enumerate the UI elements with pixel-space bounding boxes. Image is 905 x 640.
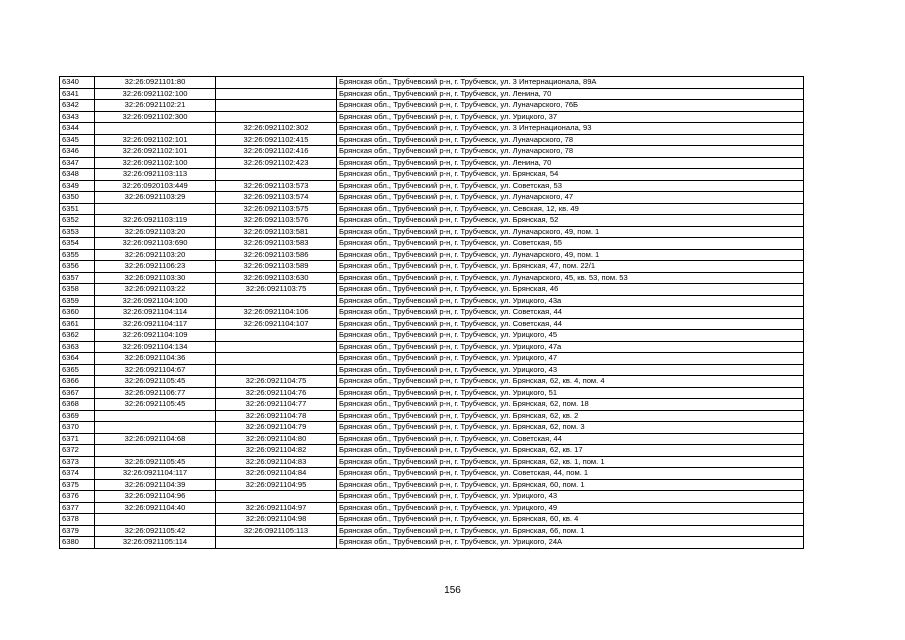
table-row xyxy=(60,537,804,549)
table-row xyxy=(60,134,804,146)
row-number-cell: 6344 xyxy=(60,123,95,135)
related-cadastral-number-cell: 32:26:0921103:576 xyxy=(216,215,337,227)
address-cell: Брянская обл., Трубчевский р-н, г. Трубчевск, ул. Брянская, 52 xyxy=(337,215,804,227)
table-row xyxy=(60,341,804,353)
related-cadastral-number-cell xyxy=(216,169,337,181)
related-cadastral-number-cell xyxy=(216,77,337,89)
cadastral-number-cell: 32:26:0921104:109 xyxy=(95,330,216,342)
table-row xyxy=(60,525,804,537)
related-cadastral-number-cell: 32:26:0921102:302 xyxy=(216,123,337,135)
row-number-cell: 6372 xyxy=(60,445,95,457)
table-row xyxy=(60,238,804,250)
table-row xyxy=(60,123,804,135)
table-row xyxy=(60,399,804,411)
address-cell: Брянская обл., Трубчевский р-н, г. Трубчевск, ул. Урицкого, 47 xyxy=(337,353,804,365)
table-row xyxy=(60,88,804,100)
cadastral-number-cell: 32:26:0921102:300 xyxy=(95,111,216,123)
address-cell: Брянская обл., Трубчевский р-н, г. Трубчевск, ул. Брянская, 47, пом. 22/1 xyxy=(337,261,804,273)
row-number-cell: 6360 xyxy=(60,307,95,319)
address-cell: Брянская обл., Трубчевский р-н, г. Трубчевск, ул. Луначарского, 78 xyxy=(337,146,804,158)
row-number-cell: 6373 xyxy=(60,456,95,468)
cadastral-number-cell: 32:26:0921103:30 xyxy=(95,272,216,284)
table-row xyxy=(60,491,804,503)
registry-table xyxy=(59,76,804,549)
row-number-cell: 6352 xyxy=(60,215,95,227)
address-cell: Брянская обл., Трубчевский р-н, г. Трубчевск, ул. Брянская, 62, пом. 3 xyxy=(337,422,804,434)
cadastral-number-cell xyxy=(95,445,216,457)
table-row xyxy=(60,387,804,399)
address-cell: Брянская обл., Трубчевский р-н, г. Трубчевск, ул. Луначарского, 49, пом. 1 xyxy=(337,249,804,261)
cadastral-number-cell: 32:26:0921104:39 xyxy=(95,479,216,491)
table-row xyxy=(60,203,804,215)
row-number-cell: 6363 xyxy=(60,341,95,353)
related-cadastral-number-cell: 32:26:0921103:581 xyxy=(216,226,337,238)
related-cadastral-number-cell xyxy=(216,364,337,376)
related-cadastral-number-cell: 32:26:0921103:574 xyxy=(216,192,337,204)
cadastral-number-cell: 32:26:0921102:100 xyxy=(95,88,216,100)
row-number-cell: 6345 xyxy=(60,134,95,146)
cadastral-number-cell: 32:26:0921103:20 xyxy=(95,249,216,261)
row-number-cell: 6350 xyxy=(60,192,95,204)
address-cell: Брянская обл., Трубчевский р-н, г. Трубчевск, ул. Брянская, 60, кв. 4 xyxy=(337,514,804,526)
row-number-cell: 6361 xyxy=(60,318,95,330)
related-cadastral-number-cell xyxy=(216,295,337,307)
cadastral-number-cell: 32:26:0921105:42 xyxy=(95,525,216,537)
row-number-cell: 6370 xyxy=(60,422,95,434)
address-cell: Брянская обл., Трубчевский р-н, г. Трубчевск, ул. Урицкого, 24А xyxy=(337,537,804,549)
cadastral-number-cell xyxy=(95,410,216,422)
address-cell: Брянская обл., Трубчевский р-н, г. Трубчевск, ул. Брянская, 66, пом. 1 xyxy=(337,525,804,537)
address-cell: Брянская обл., Трубчевский р-н, г. Трубчевск, ул. Урицкого, 51 xyxy=(337,387,804,399)
table-row xyxy=(60,456,804,468)
table-row xyxy=(60,157,804,169)
cadastral-number-cell: 32:26:0921102:101 xyxy=(95,146,216,158)
cadastral-number-cell xyxy=(95,203,216,215)
table-row xyxy=(60,100,804,112)
related-cadastral-number-cell xyxy=(216,341,337,353)
address-cell: Брянская обл., Трубчевский р-н, г. Трубчевск, ул. Брянская, 62, кв. 2 xyxy=(337,410,804,422)
table-row xyxy=(60,468,804,480)
row-number-cell: 6340 xyxy=(60,77,95,89)
address-cell: Брянская обл., Трубчевский р-н, г. Трубчевск, ул. Урицкого, 43 xyxy=(337,364,804,376)
related-cadastral-number-cell xyxy=(216,537,337,549)
row-number-cell: 6374 xyxy=(60,468,95,480)
row-number-cell: 6380 xyxy=(60,537,95,549)
related-cadastral-number-cell: 32:26:0921104:78 xyxy=(216,410,337,422)
cadastral-number-cell: 32:26:0921104:117 xyxy=(95,468,216,480)
table-row xyxy=(60,249,804,261)
related-cadastral-number-cell: 32:26:0921104:80 xyxy=(216,433,337,445)
cadastral-number-cell: 32:26:0921103:22 xyxy=(95,284,216,296)
address-cell: Брянская обл., Трубчевский р-н, г. Трубчевск, ул. Луначарского, 49, пом. 1 xyxy=(337,226,804,238)
row-number-cell: 6368 xyxy=(60,399,95,411)
table-row xyxy=(60,284,804,296)
table-row xyxy=(60,479,804,491)
cadastral-number-cell: 32:26:0921103:119 xyxy=(95,215,216,227)
row-number-cell: 6378 xyxy=(60,514,95,526)
address-cell: Брянская обл., Трубчевский р-н, г. Трубчевск, ул. Советская, 44 xyxy=(337,307,804,319)
table-row xyxy=(60,410,804,422)
row-number-cell: 6376 xyxy=(60,491,95,503)
table-row xyxy=(60,318,804,330)
registry-table-body xyxy=(60,77,804,549)
address-cell: Брянская обл., Трубчевский р-н, г. Трубчевск, ул. 3 Интернационала, 89А xyxy=(337,77,804,89)
row-number-cell: 6377 xyxy=(60,502,95,514)
table-row xyxy=(60,111,804,123)
related-cadastral-number-cell: 32:26:0921103:583 xyxy=(216,238,337,250)
row-number-cell: 6366 xyxy=(60,376,95,388)
table-row xyxy=(60,502,804,514)
cadastral-number-cell: 32:26:0921106:77 xyxy=(95,387,216,399)
row-number-cell: 6353 xyxy=(60,226,95,238)
related-cadastral-number-cell: 32:26:0921104:77 xyxy=(216,399,337,411)
table-row xyxy=(60,433,804,445)
related-cadastral-number-cell: 32:26:0921104:84 xyxy=(216,468,337,480)
related-cadastral-number-cell: 32:26:0921104:98 xyxy=(216,514,337,526)
row-number-cell: 6355 xyxy=(60,249,95,261)
related-cadastral-number-cell: 32:26:0921103:573 xyxy=(216,180,337,192)
cadastral-number-cell: 32:26:0921102:100 xyxy=(95,157,216,169)
address-cell: Брянская обл., Трубчевский р-н, г. Трубчевск, ул. Урицкого, 43 xyxy=(337,491,804,503)
cadastral-number-cell: 32:26:0921103:690 xyxy=(95,238,216,250)
related-cadastral-number-cell: 32:26:0921102:416 xyxy=(216,146,337,158)
table-row xyxy=(60,146,804,158)
address-cell: Брянская обл., Трубчевский р-н, г. Трубчевск, ул. Ленина, 70 xyxy=(337,88,804,100)
cadastral-number-cell: 32:26:0921104:67 xyxy=(95,364,216,376)
related-cadastral-number-cell: 32:26:0921105:113 xyxy=(216,525,337,537)
cadastral-number-cell xyxy=(95,514,216,526)
cadastral-number-cell: 32:26:0921104:100 xyxy=(95,295,216,307)
address-cell: Брянская обл., Трубчевский р-н, г. Трубчевск, ул. Брянская, 62, кв. 17 xyxy=(337,445,804,457)
related-cadastral-number-cell: 32:26:0921104:83 xyxy=(216,456,337,468)
cadastral-number-cell: 32:26:0921102:21 xyxy=(95,100,216,112)
address-cell: Брянская обл., Трубчевский р-н, г. Трубчевск, ул. Советская, 44, пом. 1 xyxy=(337,468,804,480)
address-cell: Брянская обл., Трубчевский р-н, г. Трубчевск, ул. Луначарского, 76Б xyxy=(337,100,804,112)
row-number-cell: 6357 xyxy=(60,272,95,284)
row-number-cell: 6342 xyxy=(60,100,95,112)
related-cadastral-number-cell: 32:26:0921104:106 xyxy=(216,307,337,319)
row-number-cell: 6349 xyxy=(60,180,95,192)
address-cell: Брянская обл., Трубчевский р-н, г. Трубчевск, ул. Советская, 55 xyxy=(337,238,804,250)
related-cadastral-number-cell xyxy=(216,111,337,123)
address-cell: Брянская обл., Трубчевский р-н, г. Трубчевск, ул. Урицкого, 47а xyxy=(337,341,804,353)
row-number-cell: 6375 xyxy=(60,479,95,491)
related-cadastral-number-cell xyxy=(216,491,337,503)
table-row xyxy=(60,272,804,284)
cadastral-number-cell: 32:26:0921104:114 xyxy=(95,307,216,319)
address-cell: Брянская обл., Трубчевский р-н, г. Трубчевск, ул. Брянская, 60, пом. 1 xyxy=(337,479,804,491)
related-cadastral-number-cell: 32:26:0921103:75 xyxy=(216,284,337,296)
row-number-cell: 6351 xyxy=(60,203,95,215)
table-row xyxy=(60,77,804,89)
related-cadastral-number-cell xyxy=(216,100,337,112)
cadastral-number-cell: 32:26:0921104:117 xyxy=(95,318,216,330)
table-row xyxy=(60,353,804,365)
related-cadastral-number-cell: 32:26:0921104:75 xyxy=(216,376,337,388)
row-number-cell: 6358 xyxy=(60,284,95,296)
row-number-cell: 6359 xyxy=(60,295,95,307)
address-cell: Брянская обл., Трубчевский р-н, г. Трубчевск, ул. Луначарского, 78 xyxy=(337,134,804,146)
row-number-cell: 6346 xyxy=(60,146,95,158)
cadastral-number-cell xyxy=(95,123,216,135)
row-number-cell: 6365 xyxy=(60,364,95,376)
cadastral-number-cell: 32:26:0921103:113 xyxy=(95,169,216,181)
table-row xyxy=(60,192,804,204)
row-number-cell: 6341 xyxy=(60,88,95,100)
row-number-cell: 6364 xyxy=(60,353,95,365)
address-cell: Брянская обл., Трубчевский р-н, г. Трубчевск, ул. Советская, 44 xyxy=(337,318,804,330)
table-row xyxy=(60,376,804,388)
related-cadastral-number-cell xyxy=(216,88,337,100)
address-cell: Брянская обл., Трубчевский р-н, г. Трубчевск, ул. Луначарского, 45, кв. 53, пом. 53 xyxy=(337,272,804,284)
row-number-cell: 6356 xyxy=(60,261,95,273)
related-cadastral-number-cell: 32:26:0921103:589 xyxy=(216,261,337,273)
cadastral-number-cell: 32:26:0920103:449 xyxy=(95,180,216,192)
cadastral-number-cell: 32:26:0921105:45 xyxy=(95,399,216,411)
address-cell: Брянская обл., Трубчевский р-н, г. Трубчевск, ул. Советская, 53 xyxy=(337,180,804,192)
cadastral-number-cell: 32:26:0921104:134 xyxy=(95,341,216,353)
table-row xyxy=(60,445,804,457)
address-cell: Брянская обл., Трубчевский р-н, г. Трубчевск, ул. Урицкого, 49 xyxy=(337,502,804,514)
address-cell: Брянская обл., Трубчевский р-н, г. Трубчевск, ул. Брянская, 62, кв. 4, пом. 4 xyxy=(337,376,804,388)
cadastral-number-cell: 32:26:0921106:23 xyxy=(95,261,216,273)
related-cadastral-number-cell: 32:26:0921104:82 xyxy=(216,445,337,457)
cadastral-number-cell: 32:26:0921104:96 xyxy=(95,491,216,503)
address-cell: Брянская обл., Трубчевский р-н, г. Трубчевск, ул. Урицкого, 37 xyxy=(337,111,804,123)
row-number-cell: 6348 xyxy=(60,169,95,181)
address-cell: Брянская обл., Трубчевский р-н, г. Трубчевск, ул. Ленина, 70 xyxy=(337,157,804,169)
row-number-cell: 6362 xyxy=(60,330,95,342)
table-row xyxy=(60,226,804,238)
row-number-cell: 6354 xyxy=(60,238,95,250)
related-cadastral-number-cell: 32:26:0921104:76 xyxy=(216,387,337,399)
address-cell: Брянская обл., Трубчевский р-н, г. Трубчевск, ул. Урицкого, 45 xyxy=(337,330,804,342)
related-cadastral-number-cell: 32:26:0921103:586 xyxy=(216,249,337,261)
table-row xyxy=(60,180,804,192)
cadastral-number-cell: 32:26:0921105:45 xyxy=(95,456,216,468)
related-cadastral-number-cell: 32:26:0921104:95 xyxy=(216,479,337,491)
row-number-cell: 6343 xyxy=(60,111,95,123)
related-cadastral-number-cell xyxy=(216,353,337,365)
cadastral-number-cell: 32:26:0921104:68 xyxy=(95,433,216,445)
table-row xyxy=(60,261,804,273)
table-row xyxy=(60,514,804,526)
related-cadastral-number-cell: 32:26:0921103:575 xyxy=(216,203,337,215)
related-cadastral-number-cell: 32:26:0921104:79 xyxy=(216,422,337,434)
table-row xyxy=(60,295,804,307)
address-cell: Брянская обл., Трубчевский р-н, г. Трубчевск, ул. Советская, 44 xyxy=(337,433,804,445)
cadastral-number-cell: 32:26:0921105:45 xyxy=(95,376,216,388)
row-number-cell: 6369 xyxy=(60,410,95,422)
table-row xyxy=(60,422,804,434)
address-cell: Брянская обл., Трубчевский р-н, г. Трубчевск, ул. Луначарского, 47 xyxy=(337,192,804,204)
address-cell: Брянская обл., Трубчевский р-н, г. Трубчевск, ул. 3 Интернационала, 93 xyxy=(337,123,804,135)
table-row xyxy=(60,330,804,342)
row-number-cell: 6379 xyxy=(60,525,95,537)
cadastral-number-cell xyxy=(95,422,216,434)
table-row xyxy=(60,169,804,181)
related-cadastral-number-cell xyxy=(216,330,337,342)
cadastral-number-cell: 32:26:0921101:80 xyxy=(95,77,216,89)
cadastral-number-cell: 32:26:0921105:114 xyxy=(95,537,216,549)
related-cadastral-number-cell: 32:26:0921104:107 xyxy=(216,318,337,330)
address-cell: Брянская обл., Трубчевский р-н, г. Трубчевск, ул. Брянская, 62, кв. 1, пом. 1 xyxy=(337,456,804,468)
table-row xyxy=(60,364,804,376)
cadastral-number-cell: 32:26:0921103:29 xyxy=(95,192,216,204)
address-cell: Брянская обл., Трубчевский р-н, г. Трубчевск, ул. Брянская, 46 xyxy=(337,284,804,296)
table-row xyxy=(60,215,804,227)
address-cell: Брянская обл., Трубчевский р-н, г. Трубчевск, ул. Урицкого, 43а xyxy=(337,295,804,307)
related-cadastral-number-cell: 32:26:0921102:415 xyxy=(216,134,337,146)
row-number-cell: 6347 xyxy=(60,157,95,169)
related-cadastral-number-cell: 32:26:0921103:630 xyxy=(216,272,337,284)
cadastral-number-cell: 32:26:0921104:40 xyxy=(95,502,216,514)
related-cadastral-number-cell: 32:26:0921104:97 xyxy=(216,502,337,514)
address-cell: Брянская обл., Трубчевский р-н, г. Трубчевск, ул. Брянская, 62, пом. 18 xyxy=(337,399,804,411)
row-number-cell: 6371 xyxy=(60,433,95,445)
cadastral-number-cell: 32:26:0921103:20 xyxy=(95,226,216,238)
address-cell: Брянская обл., Трубчевский р-н, г. Трубчевск, ул. Севская, 12, кв. 49 xyxy=(337,203,804,215)
cadastral-number-cell: 32:26:0921102:101 xyxy=(95,134,216,146)
row-number-cell: 6367 xyxy=(60,387,95,399)
table-row xyxy=(60,307,804,319)
page-number: 156 xyxy=(444,585,461,596)
address-cell: Брянская обл., Трубчевский р-н, г. Трубчевск, ул. Брянская, 54 xyxy=(337,169,804,181)
related-cadastral-number-cell: 32:26:0921102:423 xyxy=(216,157,337,169)
cadastral-number-cell: 32:26:0921104:36 xyxy=(95,353,216,365)
